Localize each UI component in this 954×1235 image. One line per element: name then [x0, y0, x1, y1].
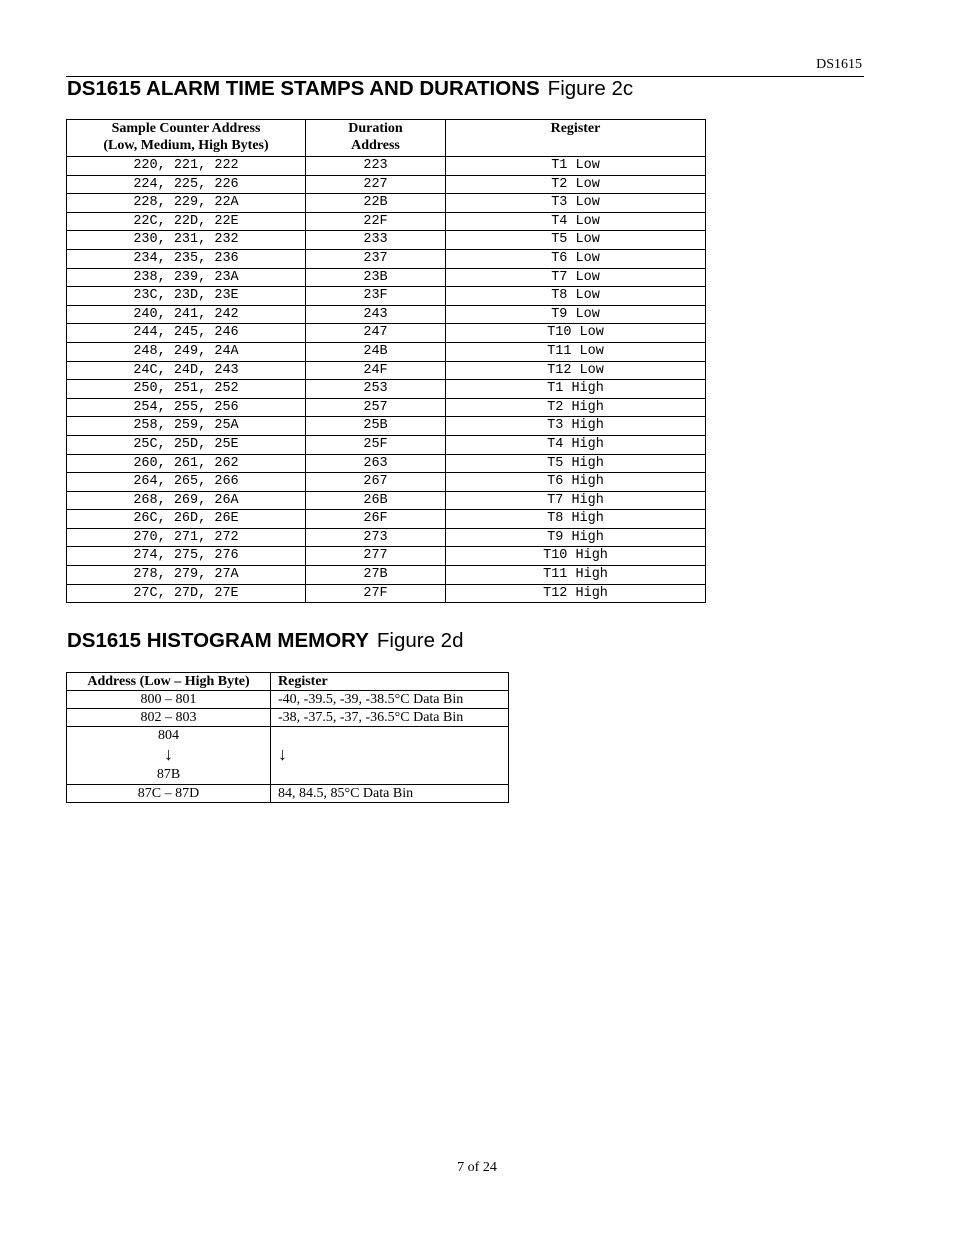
sample-counter-address-cell: 25C, 25D, 25E: [67, 435, 306, 454]
register-cell: T5 Low: [446, 231, 706, 250]
duration-address-cell: 22B: [306, 194, 446, 213]
col-header-sample-counter-address: Sample Counter Address (Low, Medium, High Bytes): [67, 120, 306, 157]
sample-counter-address-cell: 228, 229, 22A: [67, 194, 306, 213]
sample-counter-address-cell: 234, 235, 236: [67, 249, 306, 268]
duration-address-cell: 237: [306, 249, 446, 268]
register-cell: T1 High: [446, 380, 706, 399]
table-row: [67, 324, 706, 343]
register-cell: T4 High: [446, 435, 706, 454]
down-arrow-icon: ↓: [278, 744, 287, 764]
duration-address-cell: 22F: [306, 212, 446, 231]
range-end: 87B: [156, 767, 181, 782]
duration-address-cell: 24F: [306, 361, 446, 380]
sample-counter-address-cell: 264, 265, 266: [67, 473, 306, 492]
register-cell: T12 High: [446, 584, 706, 603]
section-title-text: DS1615 HISTOGRAM MEMORY: [67, 629, 369, 652]
table-row: [67, 417, 706, 436]
col-header-duration-address: Duration Address: [306, 120, 446, 157]
table-row: [67, 380, 706, 399]
table-row: [67, 566, 706, 585]
sample-counter-address-cell: 240, 241, 242: [67, 305, 306, 324]
sample-counter-address-cell: 248, 249, 24A: [67, 342, 306, 361]
sample-counter-address-cell: 22C, 22D, 22E: [67, 212, 306, 231]
table-row: [67, 691, 509, 709]
register-cell: T12 Low: [446, 361, 706, 380]
table-row: [67, 194, 706, 213]
table-header-row: [67, 673, 509, 691]
histogram-memory-table: [66, 672, 509, 803]
sample-counter-address-cell: 24C, 24D, 243: [67, 361, 306, 380]
sample-counter-address-cell: 220, 221, 222: [67, 157, 306, 176]
register-cell: T3 Low: [446, 194, 706, 213]
table-row: [67, 435, 706, 454]
col-header-register: Register: [271, 673, 509, 691]
table-row: [67, 342, 706, 361]
address-range-cell: [67, 727, 271, 785]
duration-address-cell: 27F: [306, 584, 446, 603]
register-cell: T2 High: [446, 398, 706, 417]
register-cell: T1 Low: [446, 157, 706, 176]
sample-counter-address-cell: 260, 261, 262: [67, 454, 306, 473]
col-header-register: Register: [446, 120, 706, 157]
address-cell: 800 – 801: [67, 691, 271, 709]
table-row: [67, 175, 706, 194]
figure-label: Figure 2c: [547, 77, 634, 100]
table-row: [67, 231, 706, 250]
register-cell: T6 Low: [446, 249, 706, 268]
table-row: [67, 398, 706, 417]
table-row: [67, 473, 706, 492]
sample-counter-address-cell: 26C, 26D, 26E: [67, 510, 306, 529]
sample-counter-address-cell: 274, 275, 276: [67, 547, 306, 566]
register-cell: T8 High: [446, 510, 706, 529]
register-cell: -38, -37.5, -37, -36.5°C Data Bin: [271, 709, 509, 727]
table-row: [67, 785, 509, 803]
register-cell: T7 Low: [446, 268, 706, 287]
duration-address-cell: 26F: [306, 510, 446, 529]
range-start: 804: [158, 728, 179, 743]
document-code: DS1615: [816, 57, 862, 72]
table-row: [67, 212, 706, 231]
register-cell: T10 High: [446, 547, 706, 566]
sample-counter-address-cell: 244, 245, 246: [67, 324, 306, 343]
sample-counter-address-cell: 270, 271, 272: [67, 528, 306, 547]
duration-address-cell: 23B: [306, 268, 446, 287]
register-cell: T2 Low: [446, 175, 706, 194]
duration-address-cell: 247: [306, 324, 446, 343]
register-cell: T8 Low: [446, 287, 706, 306]
register-cell: T7 High: [446, 491, 706, 510]
duration-address-cell: 223: [306, 157, 446, 176]
table-row: [67, 268, 706, 287]
address-cell: 87C – 87D: [67, 785, 271, 803]
sample-counter-address-cell: 258, 259, 25A: [67, 417, 306, 436]
sample-counter-address-cell: 250, 251, 252: [67, 380, 306, 399]
down-arrow-icon: ↓: [164, 744, 173, 764]
sample-counter-address-cell: 238, 239, 23A: [67, 268, 306, 287]
table-row: [67, 454, 706, 473]
table-row-range: [67, 727, 509, 785]
duration-address-cell: 243: [306, 305, 446, 324]
duration-address-cell: 227: [306, 175, 446, 194]
duration-address-cell: 25F: [306, 435, 446, 454]
duration-address-cell: 26B: [306, 491, 446, 510]
table-row: [67, 547, 706, 566]
register-cell: T5 High: [446, 454, 706, 473]
alarm-time-stamps-table: [66, 119, 706, 603]
duration-address-cell: 23F: [306, 287, 446, 306]
page-number: 7 of 24: [457, 1160, 497, 1175]
duration-address-cell: 277: [306, 547, 446, 566]
duration-address-cell: 267: [306, 473, 446, 492]
sample-counter-address-cell: 224, 225, 226: [67, 175, 306, 194]
register-cell: T9 Low: [446, 305, 706, 324]
duration-address-cell: 263: [306, 454, 446, 473]
table-row: [67, 157, 706, 176]
table-row: [67, 709, 509, 727]
duration-address-cell: 253: [306, 380, 446, 399]
register-cell: -40, -39.5, -39, -38.5°C Data Bin: [271, 691, 509, 709]
section-title-histogram-memory: [67, 631, 463, 652]
table-row: [67, 584, 706, 603]
table-row: [67, 361, 706, 380]
register-cell: T11 High: [446, 566, 706, 585]
sample-counter-address-cell: 268, 269, 26A: [67, 491, 306, 510]
alarm-table-body: [67, 157, 706, 603]
duration-address-cell: 24B: [306, 342, 446, 361]
register-cell: T3 High: [446, 417, 706, 436]
register-cell: T10 Low: [446, 324, 706, 343]
address-cell: 802 – 803: [67, 709, 271, 727]
table-row: [67, 528, 706, 547]
register-range-cell: [271, 727, 509, 785]
register-cell: T9 High: [446, 528, 706, 547]
section-title-text: DS1615 ALARM TIME STAMPS AND DURATIONS: [67, 77, 540, 100]
sample-counter-address-cell: 27C, 27D, 27E: [67, 584, 306, 603]
table-header-row: [67, 120, 706, 157]
sample-counter-address-cell: 278, 279, 27A: [67, 566, 306, 585]
sample-counter-address-cell: 23C, 23D, 23E: [67, 287, 306, 306]
register-cell: 84, 84.5, 85°C Data Bin: [271, 785, 509, 803]
table-row: [67, 510, 706, 529]
duration-address-cell: 25B: [306, 417, 446, 436]
register-cell: T4 Low: [446, 212, 706, 231]
table-row: [67, 491, 706, 510]
section-title-alarm-time-stamps: [67, 79, 633, 100]
register-cell: T11 Low: [446, 342, 706, 361]
duration-address-cell: 27B: [306, 566, 446, 585]
duration-address-cell: 273: [306, 528, 446, 547]
register-cell: T6 High: [446, 473, 706, 492]
col-header-address: Address (Low – High Byte): [67, 673, 271, 691]
table-row: [67, 305, 706, 324]
sample-counter-address-cell: 230, 231, 232: [67, 231, 306, 250]
figure-label: Figure 2d: [376, 629, 464, 652]
table-row: [67, 249, 706, 268]
table-row: [67, 287, 706, 306]
duration-address-cell: 257: [306, 398, 446, 417]
duration-address-cell: 233: [306, 231, 446, 250]
sample-counter-address-cell: 254, 255, 256: [67, 398, 306, 417]
